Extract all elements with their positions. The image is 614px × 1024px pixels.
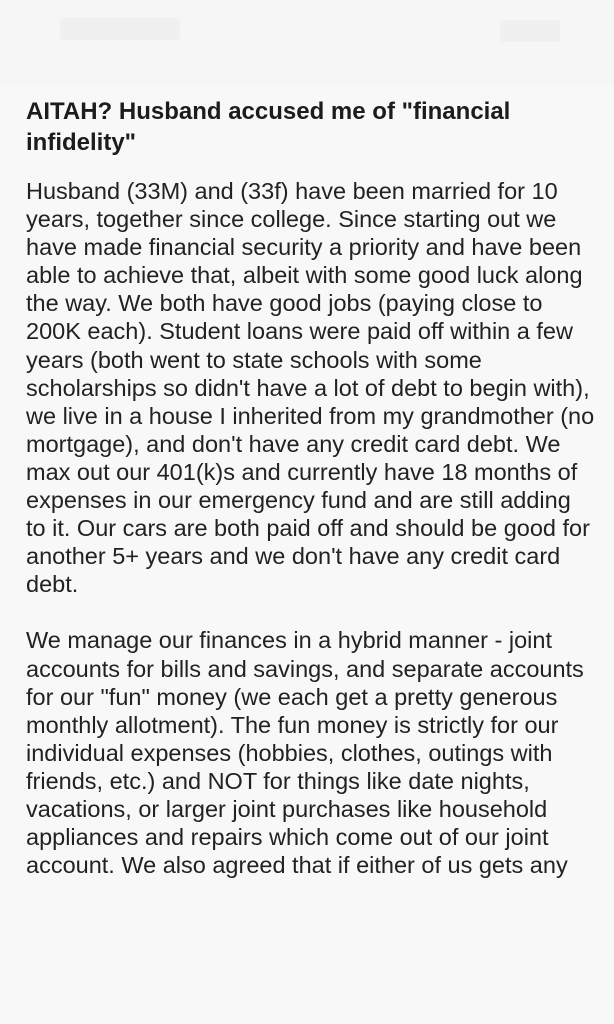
- top-bar: [0, 0, 614, 84]
- post-body: [26, 177, 596, 879]
- post-content: [26, 96, 596, 879]
- post-title: AITAH? Husband accused me of "financial infidelity": [26, 98, 511, 156]
- faded-header-element: [60, 18, 180, 40]
- post-paragraph: We manage our finances in a hybrid manner - joint accounts for bills and savings, and separate accounts for our "fun" money (we each get a pretty generous monthly allotment). The fun money is strictly for our individual expenses (hobbies, clothes, outings with friends, etc.) and NOT for things like date nights, vacations, or larger joint purchases like household appliances and repairs which come out of our joint account. We also agreed that if either of us gets any: [26, 627, 584, 879]
- faded-header-element-right: [500, 20, 560, 42]
- post-paragraph: Husband (33M) and (33f) have been married for 10 years, together since college. Since starting out we have made financial security a priority and have been able to achieve that, albeit with some good luck along the way. We both have good jobs (paying close to 200K each). Student loans were paid off within a few years (both went to state schools with some scholarships so didn't have a lot of debt to begin with), we live in a house I inherited from my grandmother (no mortgage), and don't have any credit card debt. We max out our 401(k)s and currently have 18 months of expenses in our emergency fund and are still adding to it. Our cars are both paid off and should be good for another 5+ years and we don't have any credit card debt.: [26, 178, 595, 598]
